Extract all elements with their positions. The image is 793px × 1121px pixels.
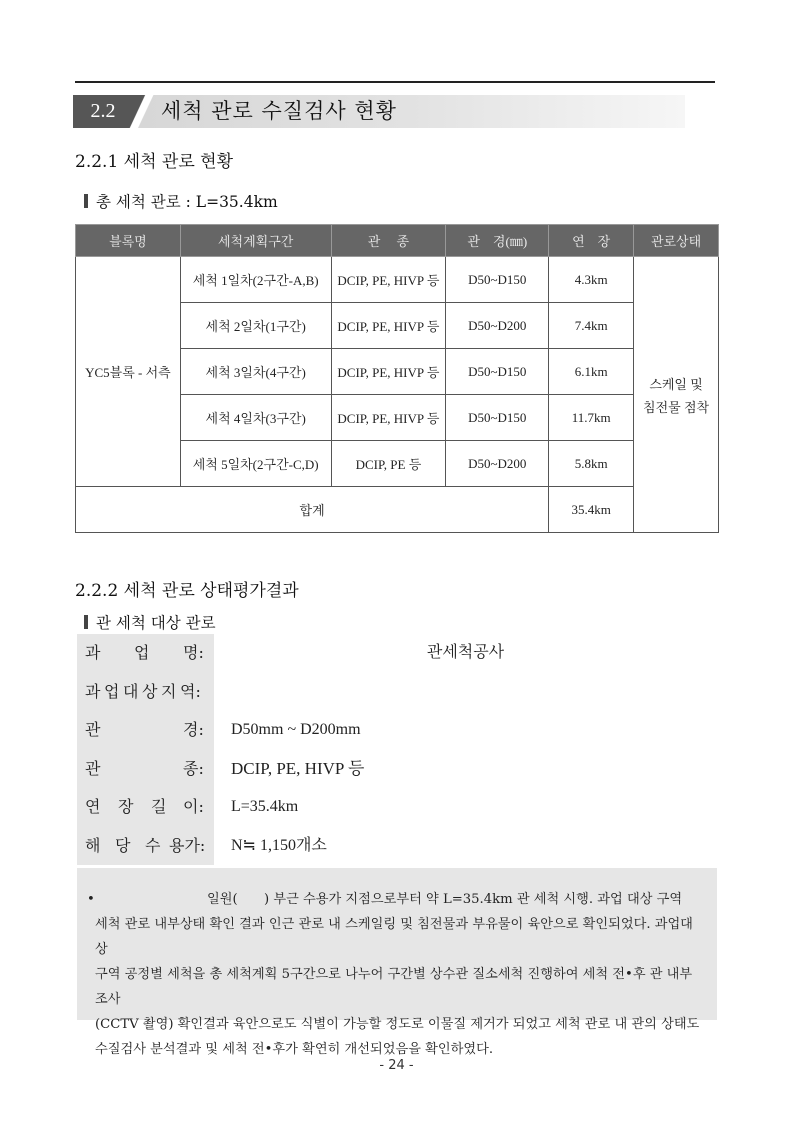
section-cell: 세척 2일차(1구간) [180, 303, 331, 349]
info-row-customers [77, 827, 717, 866]
label-char: 업 [104, 681, 120, 701]
summary-line: 수질검사 분석결과 및 세척 전•후가 확연히 개선되었음을 확인하였다. [95, 1042, 494, 1057]
section-number: 2.2 [73, 95, 133, 128]
label-char: 역: [180, 681, 201, 701]
status-cell [634, 257, 719, 533]
info-row-length [77, 788, 717, 827]
type-cell: DCIP, PE, HIVP 등 [331, 303, 446, 349]
header-status: 관로상태 [634, 225, 719, 257]
label-char: 해 [85, 835, 101, 855]
summary-bullet: • [87, 892, 95, 907]
label-char: 연 [85, 797, 101, 816]
header-section: 세척계획구간 [180, 225, 331, 257]
info-label [77, 827, 214, 866]
type-cell: DCIP, PE, HIVP 등 [331, 395, 446, 441]
label-char: 당 [115, 835, 131, 855]
info-value-diameter: D50mm ~ D200mm [231, 721, 361, 738]
info-row-diameter [77, 711, 717, 750]
status-line-1: 스케일 및 [649, 376, 703, 392]
table-header-row [76, 225, 719, 257]
length-cell: 6.1km [549, 349, 634, 395]
summary-line: (CCTV 촬영) 확인결과 육안으로도 식별이 가능할 정도로 이물질 제거가 되었고 세척 관로 내 관의 상태도 [95, 1017, 700, 1032]
label-char: 장 [118, 797, 134, 816]
block-name-cell: YC5블록 - 서측 [76, 257, 181, 487]
info-value-pipe-type: DCIP, PE, HIVP 등 [231, 758, 365, 778]
info-label [77, 673, 214, 712]
label-char: 관 [85, 758, 101, 778]
info-label [77, 711, 214, 750]
bullet-target-pipes [84, 611, 216, 633]
label-char: 지 [161, 681, 177, 701]
bullet-bar-icon [84, 615, 88, 629]
type-cell: DCIP, PE, HIVP 등 [331, 349, 446, 395]
section-title: 세척 관로 수질검사 현황 [161, 99, 397, 123]
diameter-cell: D50~D200 [446, 303, 549, 349]
bullet-total-pipes [84, 190, 278, 212]
label-char: 대 [123, 681, 139, 701]
pipe-table [75, 224, 719, 533]
status-line-2: 침전물 점착 [643, 399, 710, 415]
section-header [73, 95, 685, 128]
label-char: 상 [142, 681, 158, 701]
length-cell: 11.7km [549, 395, 634, 441]
project-info [77, 634, 717, 865]
label-char: 길 [151, 797, 167, 816]
top-rule [75, 81, 715, 83]
summary-line: 일원( ) 부근 수용가 지점으로부터 약 L=35.4km 관 세척 시행. 과업 대상 구역 [207, 892, 683, 907]
label-char: 관 [85, 720, 101, 739]
diameter-cell: D50~D150 [446, 349, 549, 395]
info-row-project-area [77, 673, 717, 712]
header-length: 연 장 [549, 225, 634, 257]
diameter-cell: D50~D150 [446, 395, 549, 441]
bullet-total-pipes-text: 총 세척 관로 : L=35.4km [96, 193, 278, 211]
summary-box [77, 868, 717, 1057]
section-cell: 세척 5일차(2구간-C,D) [180, 441, 331, 487]
label-char: 수 [145, 835, 161, 855]
summary-line: 세척 관로 내부상태 확인 결과 인근 관로 내 스케일링 및 침전물과 부유물이 육안으로 확인되었다. 과업대상 [95, 917, 693, 957]
label-char: 과 [85, 681, 101, 701]
info-row-project-name [77, 634, 717, 673]
diameter-cell: D50~D150 [446, 257, 549, 303]
length-cell: 5.8km [549, 441, 634, 487]
label-char: 종: [183, 758, 204, 778]
header-block: 블록명 [76, 225, 181, 257]
section-cell: 세척 1일차(2구간-A,B) [180, 257, 331, 303]
diameter-cell: D50~D200 [446, 441, 549, 487]
info-row-pipe-type [77, 750, 717, 789]
subsection-title-1: 2.2.1 세척 관로 현황 [75, 152, 233, 172]
table-row [76, 257, 719, 303]
type-cell: DCIP, PE 등 [331, 441, 446, 487]
label-char: 업 [134, 643, 150, 662]
section-cell: 세척 3일차(4구간) [180, 349, 331, 395]
total-label: 합계 [76, 487, 549, 533]
length-cell: 4.3km [549, 257, 634, 303]
label-char: 경: [183, 720, 204, 739]
length-cell: 7.4km [549, 303, 634, 349]
bullet-target-pipes-text: 관 세척 대상 관로 [96, 614, 216, 632]
section-cell: 세척 4일차(3구간) [180, 395, 331, 441]
header-type: 관 종 [331, 225, 446, 257]
table-total-row [76, 487, 719, 533]
info-value-project-name: 관세척공사 [426, 644, 505, 661]
info-label [77, 634, 214, 673]
bullet-bar-icon [84, 194, 88, 208]
label-char: 과 [85, 643, 101, 662]
subsection-title-2: 2.2.2 세척 관로 상태평가결과 [75, 581, 299, 601]
info-value-length: L=35.4km [231, 798, 299, 815]
label-char: 이: [183, 797, 204, 816]
label-char: 용가: [169, 835, 206, 855]
label-char: 명: [183, 643, 204, 662]
type-cell: DCIP, PE, HIVP 등 [331, 257, 446, 303]
header-diameter: 관 경(㎜) [446, 225, 549, 257]
info-label [77, 750, 214, 789]
total-value: 35.4km [549, 487, 634, 533]
section-header-slash [129, 95, 155, 128]
info-label [77, 788, 214, 827]
summary-line: 구역 공정별 세척을 총 세척계획 5구간으로 나누어 구간별 상수관 질소세척 진행하여 세척 전•후 관 내부 조사 [95, 967, 693, 1007]
info-value-customers: N≒ 1,150개소 [231, 836, 327, 854]
page-number: - 24 - [379, 1058, 414, 1073]
